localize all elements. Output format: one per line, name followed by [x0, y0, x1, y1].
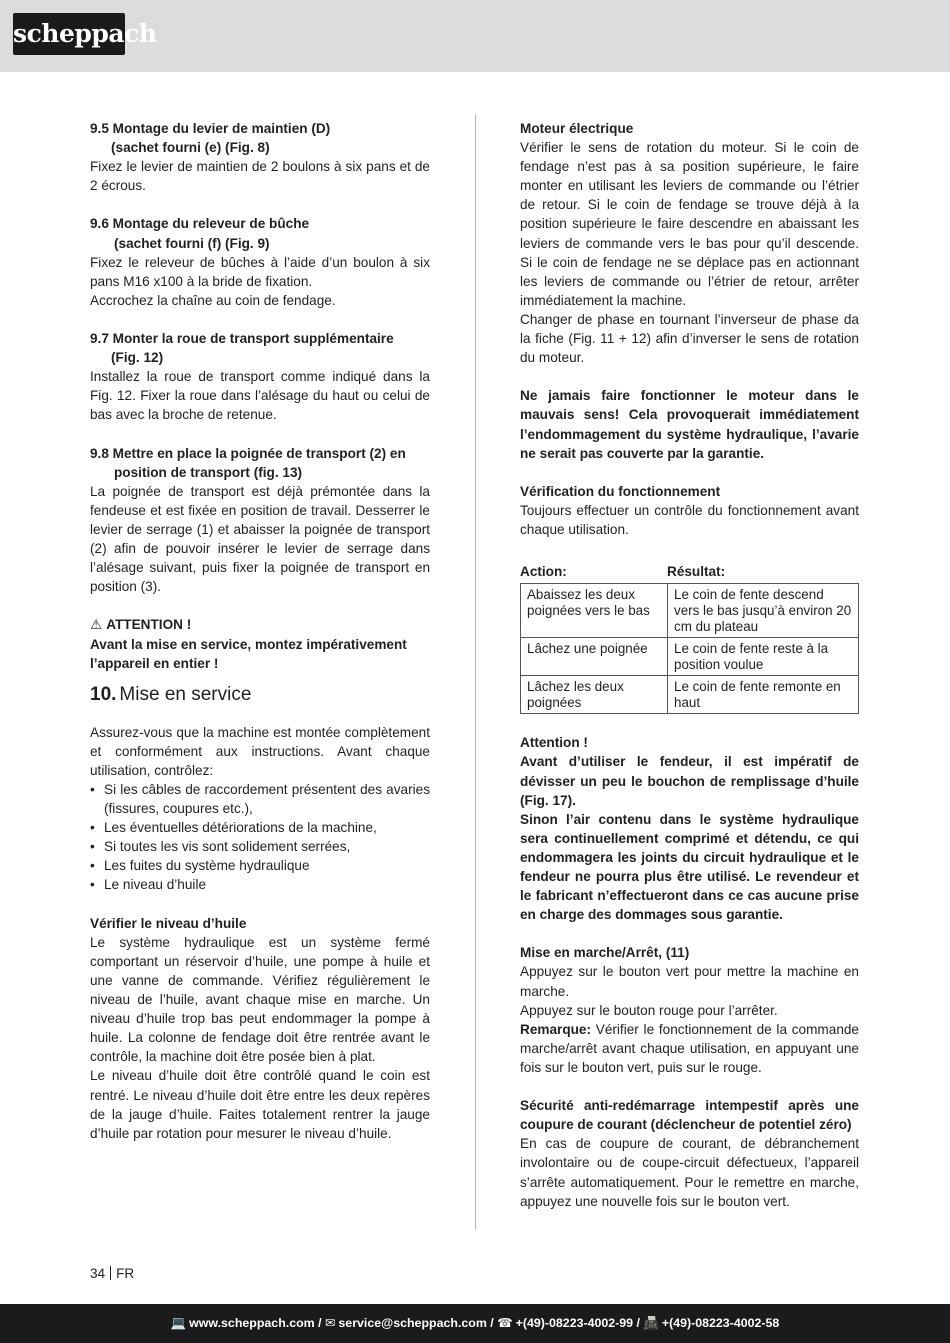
- section-10-heading: [90, 683, 430, 707]
- attention-text: Avant la mise en service, montez impérativement l’appareil en entier !: [90, 636, 407, 671]
- table-cell-action: Lâchez une poignée: [521, 638, 668, 676]
- motor-text: Vérifier le sens de rotation du moteur. Si le coin de fendage n’est pas à sa position supérieure, le faire monter en utilisant les leviers de commande ou l’étrier de retour. Si le coin de fendage se trouve déjà à la position supérieure le faire descendre en abaissant les leviers de commande vers le bas pour qu’il descende. Si le coin de fendage ne se déplace pas en actionnant les leviers de commande ou l’étrier de retour, arrêter immédiatement la machine.: [520, 140, 859, 308]
- section-10-intro: Assurez-vous que la machine est montée complètement et conformément aux instructions. Avant chaque utilisation, contrôlez:: [90, 724, 430, 778]
- section-10-number: 10.: [90, 683, 117, 705]
- section-9-6-subtitle: (sachet fourni (f) (Fig. 9): [114, 235, 270, 251]
- section-9-6-text: Fixez le releveur de bûches à l’aide d’un boulon à six pans M16 x100 à la bride de fixation.: [90, 254, 430, 289]
- table-header: [520, 562, 859, 581]
- table-cell-action: Abaissez les deux poignées vers le bas: [521, 584, 668, 638]
- table-row: [521, 638, 859, 676]
- list-item: • Si toutes les vis sont solidement serrées,: [90, 837, 430, 856]
- restart-safety-title: Sécurité anti-redémarrage intempestif après une coupure de courant (déclencheur de potentiel zéro): [520, 1098, 859, 1133]
- list-item: • Le niveau d’huile: [90, 875, 430, 894]
- section-9-5-subtitle: (sachet fourni (e) (Fig. 8): [111, 140, 270, 156]
- section-9-6-text: Accrochez la chaîne au coin de fendage.: [90, 292, 336, 308]
- section-9-7-title: 9.7 Monter la roue de transport supplémentaire: [90, 331, 394, 347]
- footer-separator: /: [486, 1316, 498, 1330]
- attention-title: ATTENTION !: [106, 617, 192, 633]
- section-9-8-text: La poignée de transport est déjà prémontée dans la fendeuse et est fixée en position de travail. Desserrer le levier de serrage (1) et abaisser la poignée de transport (2) afin de pouvoir insérer le levier de serrage dans l’alésage suivant, puis fixer la poignée de transport en position (3).: [90, 483, 430, 595]
- table-header-result: Résultat:: [667, 564, 726, 580]
- section-9-5-title: 9.5 Montage du levier de maintien (D): [90, 121, 331, 136]
- footer-email[interactable]: service@scheppach.com: [338, 1316, 487, 1330]
- table-cell-result: Le coin de fente descend vers le bas jusqu’à environ 20 cm du plateau: [668, 584, 859, 638]
- note-text: Vérifier le fonctionnement de la commande marche/arrêt avant chaque utilisation, en appuyant une fois sur le bouton vert, puis sur le rouge.: [520, 1021, 859, 1075]
- footer-fax: +(49)-08223-4002-58: [661, 1316, 780, 1330]
- footer-phone[interactable]: +(49)-08223-4002-99: [515, 1316, 634, 1330]
- laptop-icon: 💻: [170, 1316, 187, 1330]
- motor-title: Moteur électrique: [520, 121, 634, 136]
- table-row: [521, 584, 859, 638]
- function-check-title: Vérification du fonctionnement: [520, 483, 721, 499]
- right-column: [520, 119, 859, 1211]
- warning-triangle-icon: ⚠: [90, 617, 103, 633]
- section-9-8-title: 9.8 Mettre en place la poignée de transport (2) en: [90, 445, 406, 461]
- footer-separator: /: [633, 1316, 644, 1330]
- section-9-6-title: 9.6 Montage du releveur de bûche: [90, 216, 310, 232]
- table-header-action: Action:: [520, 564, 567, 580]
- motor-text: Changer de phase en tournant l’inverseur de phase da la fiche (Fig. 11 + 12) afin d’inverser le sens de rotation du moteur.: [520, 311, 859, 366]
- footer-website[interactable]: www.scheppach.com: [189, 1316, 315, 1330]
- function-check-text: Toujours effectuer un contrôle du fonctionnement avant chaque utilisation.: [520, 502, 859, 537]
- attention-2-text: Avant d’utiliser le fendeur, il est impératif de dévisser un peu le bouchon de remplissage d’huile (Fig. 17).: [520, 754, 859, 808]
- attention-2-text: Sinon l’air contenu dans le système hydraulique sera continuellement comprimé et détendu, ce qui endommagera les joints du circuit hydraulique et le fendeur ne pourra plus être utilisé. Le revendeur et le fabricant n’effectueront dans ce cas aucune prise en charge des dommages sous garantie.: [520, 811, 859, 923]
- oil-level-text: Le système hydraulique est un système fermé comportant un réservoir d’huile, une pompe à huile et une vanne de commande. Vérifiez régulièrement le niveau de l’huile, avant chaque mise en marche. Un niveau d’huile trop bas peut endommager la pompe à huile. La colonne de fendage doit être rentrée avant le contrôle, la machine doit être posée bien à plat.: [90, 934, 430, 1065]
- section-10-title: Mise en service: [119, 683, 252, 705]
- checklist: [90, 780, 430, 895]
- table-cell-result: Le coin de fente remonte en haut: [668, 676, 859, 714]
- function-check-table: [520, 583, 859, 714]
- list-item: • Si les câbles de raccordement présentent des avaries (fissures, coupures etc.),: [90, 780, 430, 818]
- on-off-text: Appuyez sur le bouton vert pour mettre la machine en marche.: [520, 964, 859, 999]
- page-header: [0, 0, 950, 72]
- table-cell-result: Le coin de fente reste à la position voulue: [668, 638, 859, 676]
- on-off-text: Appuyez sur le bouton rouge pour l’arrêter.: [520, 1002, 778, 1018]
- section-9-8-subtitle: position de transport (fig. 13): [114, 464, 303, 480]
- footer-separator: /: [314, 1316, 326, 1330]
- attention-2-title: Attention !: [520, 735, 588, 751]
- page-number-value: 34: [90, 1266, 106, 1281]
- table-row: [521, 676, 859, 714]
- list-item: • Les éventuelles détériorations de la machine,: [90, 818, 430, 837]
- phone-icon: ☎: [497, 1316, 513, 1330]
- section-9-7-subtitle: (Fig. 12): [111, 350, 164, 366]
- note-paragraph: [520, 1020, 859, 1077]
- section-9-5-text: Fixez le levier de maintien de 2 boulons à six pans et de 2 écrous.: [90, 159, 430, 194]
- list-item: • Les fuites du système hydraulique: [90, 856, 430, 875]
- mail-icon: ✉: [325, 1316, 336, 1330]
- note-label: Remarque:: [520, 1021, 592, 1037]
- table-cell-action: Lâchez les deux poignées: [521, 676, 668, 714]
- left-column: [90, 119, 430, 1143]
- brand-logo: scheppach: [13, 13, 125, 55]
- oil-level-title: Vérifier le niveau d’huile: [90, 915, 247, 931]
- restart-safety-text: En cas de coupure de courant, de débranchement involontaire ou de coupe-circuit défectueux, l’appareil s’arrête automatiquement. Pour le remettre en marche, appuyez une nouvelle fois sur le bouton vert.: [520, 1136, 859, 1209]
- motor-warning: Ne jamais faire fonctionner le moteur dans le mauvais sens! Cela provoquerait immédiatement l’endommagement du système hydraulique, l’avarie ne serait pas couverte par la garantie.: [520, 388, 859, 461]
- page-number: [90, 1265, 134, 1283]
- on-off-title: Mise en marche/Arrêt, (11): [520, 945, 690, 961]
- column-divider: [475, 114, 476, 1230]
- oil-level-text: Le niveau d’huile doit être contrôlé quand le coin est rentré. Le niveau d’huile doit être entre les deux repères de la jauge d’huile. Faites totalement rentrer la jauge d’huile par rotation pour mesurer le niveau d’huile.: [90, 1068, 430, 1141]
- fax-icon: 📠: [643, 1316, 659, 1330]
- section-9-7-text: Installez la roue de transport comme indiqué dans la Fig. 12. Fixer la roue dans l’alésage du haut ou celui de bas avec la broche de retenue.: [90, 369, 430, 423]
- page-footer: [0, 1304, 950, 1343]
- attention-heading: [90, 615, 430, 634]
- page-separator: [110, 1266, 111, 1280]
- page-language: FR: [116, 1266, 135, 1281]
